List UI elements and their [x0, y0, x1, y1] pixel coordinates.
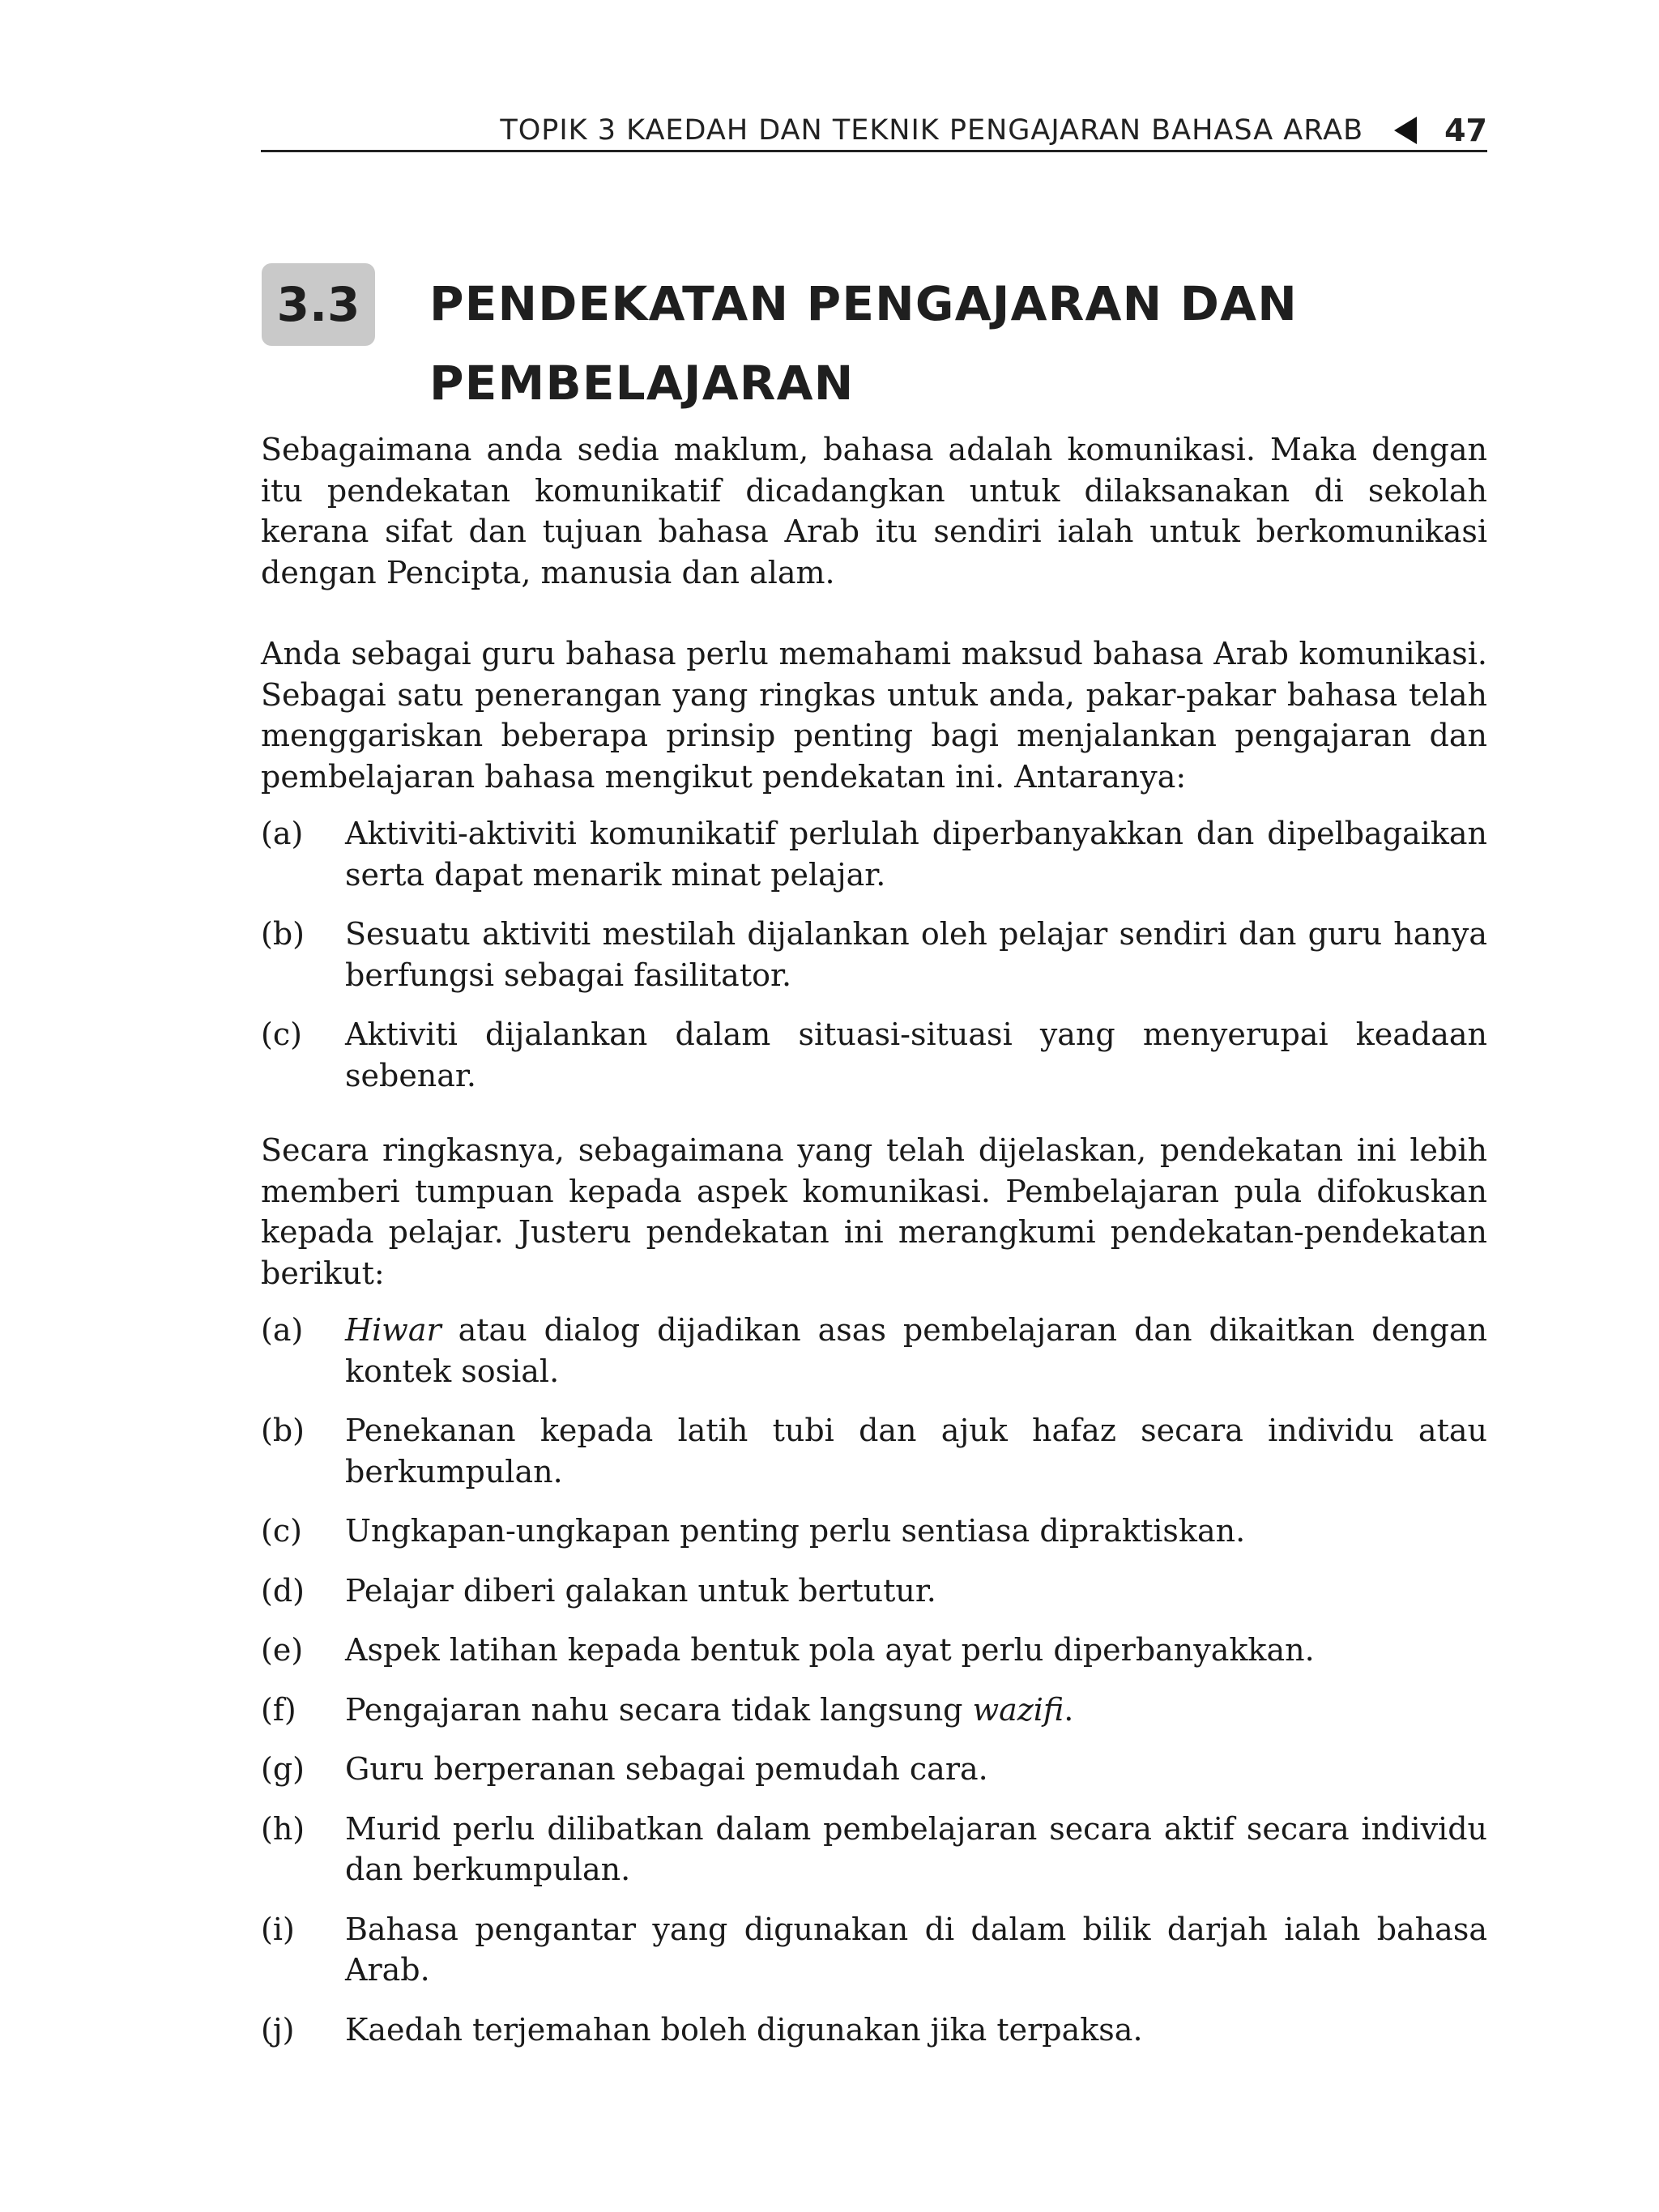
approaches-list — [261, 1310, 1487, 2050]
list-item — [261, 1909, 1487, 1991]
list-marker: (c) — [261, 1016, 302, 1052]
body-text — [261, 429, 1487, 2069]
list-item — [261, 1014, 1487, 1096]
left-triangle-icon — [1394, 117, 1417, 144]
list-item-text: Kaedah terjemahan boleh digunakan jika terpaksa. — [345, 2011, 1143, 2048]
list-item — [261, 1749, 1487, 1790]
list-item — [261, 1809, 1487, 1890]
principles-list — [261, 813, 1487, 1096]
list-item — [261, 1310, 1487, 1392]
list-item-text: Aktiviti-aktiviti komunikatif perlulah diperbanyakkan dan dipelbagaikan serta dapat menarik minat pelajar. — [345, 816, 1487, 893]
list-item-text: Murid perlu dilibatkan dalam pembelajaran secara aktif secara individu dan berkumpulan. — [345, 1810, 1487, 1887]
list-marker: (a) — [261, 816, 304, 851]
page-number: 47 — [1444, 113, 1487, 148]
list-item — [261, 1690, 1487, 1731]
list-item-text: atau dialog dijadikan asas pembelajaran dan dikaitkan dengan kontek sosial. — [345, 1312, 1487, 1389]
list-marker: (i) — [261, 1911, 295, 1947]
list-item — [261, 914, 1487, 995]
paragraph-summary: Secara ringkasnya, sebagaimana yang telah dijelaskan, pendekatan ini lebih memberi tumpuan kepada aspek komunikasi. Pembelajaran pula difokuskan kepada pelajar. Justeru pendekatan ini merangkumi pendekatan-pendekatan berikut: — [261, 1132, 1487, 1291]
list-item — [261, 2010, 1487, 2051]
list-item-text: Ungkapan-ungkapan penting perlu sentiasa dipraktiskan. — [345, 1513, 1246, 1549]
list-item — [261, 1630, 1487, 1671]
list-marker: (h) — [261, 1810, 305, 1847]
list-item — [261, 1410, 1487, 1492]
list-item-text: Aspek latihan kepada bentuk pola ayat perlu diperbanyakkan. — [345, 1632, 1315, 1668]
list-marker: (j) — [261, 2011, 295, 2048]
list-item — [261, 1511, 1487, 1552]
section-title-line-1: PENDEKATAN PENGAJARAN DAN — [429, 276, 1298, 331]
running-header — [261, 110, 1487, 151]
paragraph-principles-intro: Anda sebagai guru bahasa perlu memahami maksud bahasa Arab komunikasi. Sebagai satu penerangan yang ringkas untuk anda, pakar-pakar bahasa telah menggariskan beberapa prinsip penting bagi menjalankan pengajaran dan pembelajaran bahasa mengikut pendekatan ini. Antaranya: — [261, 636, 1487, 795]
list-marker: (d) — [261, 1572, 305, 1609]
section-title-line-2: PEMBELAJARAN — [429, 356, 855, 411]
paragraph-intro: Sebagaimana anda sedia maklum, bahasa adalah komunikasi. Maka dengan itu pendekatan komunikatif dicadangkan untuk dilaksanakan di sekolah kerana sifat dan tujuan bahasa Arab itu sendiri ialah untuk berkomunikasi dengan Pencipta, manusia dan alam. — [261, 432, 1487, 590]
list-marker: (g) — [261, 1751, 305, 1787]
list-marker: (e) — [261, 1632, 304, 1668]
list-item-suffix: . — [1064, 1691, 1074, 1728]
list-item-text: Bahasa pengantar yang digunakan di dalam bilik darjah ialah bahasa Arab. — [345, 1911, 1487, 1988]
list-item-italic-term: wazifi — [972, 1691, 1064, 1728]
list-marker: (b) — [261, 916, 305, 952]
list-item-text: Guru berperanan sebagai pemudah cara. — [345, 1751, 988, 1787]
list-item-text: Penekanan kepada latih tubi dan ajuk hafaz secara individu atau berkumpulan. — [345, 1413, 1487, 1490]
list-marker: (c) — [261, 1513, 302, 1549]
list-marker: (f) — [261, 1691, 296, 1728]
header-rule — [261, 150, 1487, 152]
list-item-text: Aktiviti dijalankan dalam situasi-situasi yang menyerupai keadaan sebenar. — [345, 1016, 1487, 1093]
list-marker: (a) — [261, 1312, 304, 1348]
list-item — [261, 813, 1487, 895]
header-topic: TOPIK 3 KAEDAH DAN TEKNIK PENGAJARAN BAHASA ARAB — [500, 114, 1364, 147]
list-marker: (b) — [261, 1413, 305, 1448]
list-item — [261, 1571, 1487, 1612]
list-item-italic-term: Hiwar — [345, 1312, 441, 1348]
list-item-text: Pelajar diberi galakan untuk bertutur. — [345, 1572, 936, 1609]
list-item-text: Pengajaran nahu secara tidak langsung — [345, 1691, 973, 1728]
section-title — [429, 264, 1482, 423]
list-item-text: Sesuatu aktiviti mestilah dijalankan oleh pelajar sendiri dan guru hanya berfungsi sebagai fasilitator. — [345, 916, 1487, 993]
section-number-badge: 3.3 — [262, 263, 375, 346]
